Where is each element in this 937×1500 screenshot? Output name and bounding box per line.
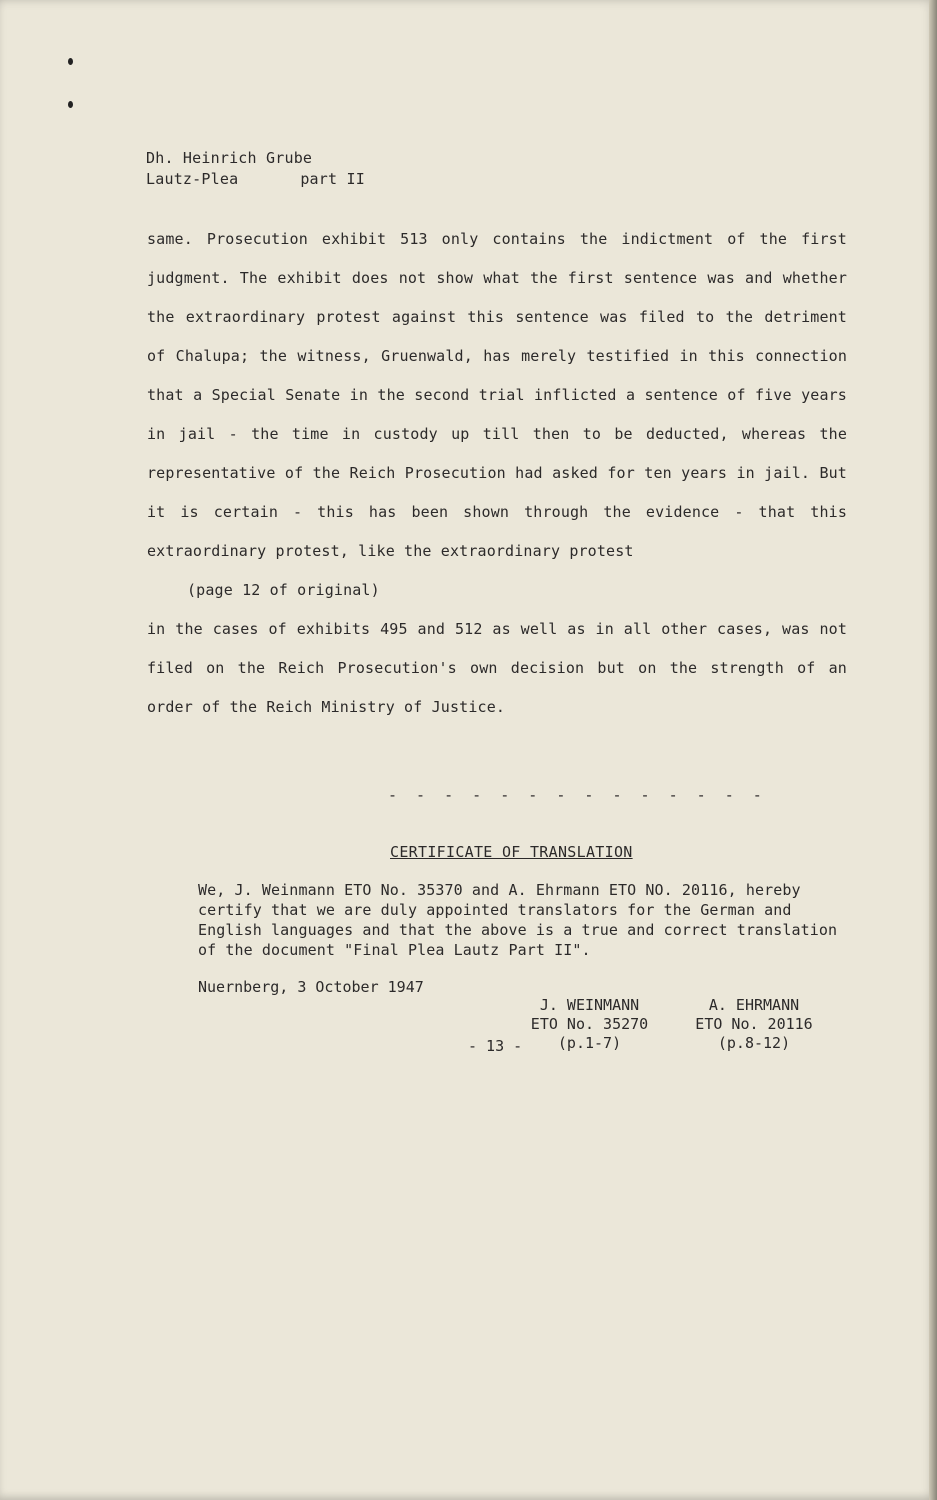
separator-line: - - - - - - - - - - - - - - bbox=[388, 786, 767, 804]
paragraph-2: in the cases of exhibits 495 and 512 as well as in all other cases, was not filed on the Reich Prosecution's own decision but on the strength of an order of the Reich Ministry of Justice. bbox=[147, 620, 847, 716]
page-number: - 13 - bbox=[468, 1037, 523, 1055]
signer-2-eto: ETO No. 20116 bbox=[695, 1015, 813, 1033]
header-doc-line bbox=[146, 169, 365, 190]
header-part: part II bbox=[300, 170, 365, 188]
signer-1-eto: ETO No. 35270 bbox=[530, 1015, 649, 1033]
document-header bbox=[146, 148, 365, 190]
signer-1-name: J. WEINMANN bbox=[539, 996, 640, 1014]
certificate-title: CERTIFICATE OF TRANSLATION bbox=[390, 843, 633, 861]
page-reference: (page 12 of original) bbox=[187, 581, 380, 599]
certificate-text: We, J. Weinmann ETO No. 35370 and A. Ehrmann ETO NO. 20116, hereby certify that we are duly appointed translators for the German and English languages and that the above is a true and correct translation of the document "Final Plea Lautz Part II". bbox=[198, 881, 838, 959]
signer-2-name: A. EHRMANN bbox=[708, 996, 800, 1014]
punch-hole-mark bbox=[68, 101, 73, 108]
signer-1-pages: (p.1-7) bbox=[557, 1034, 622, 1052]
signer-2-pages: (p.8-12) bbox=[717, 1034, 791, 1052]
paragraph-1: same. Prosecution exhibit 513 only contains the indictment of the first judgment. The exhibit does not show what the first sentence was and whether the extraordinary protest against this sentence was filed to the detriment of Chalupa; the witness, Gruenwald, has merely testified in this connection that a Special Senate in the second trial inflicted a sentence of five years in jail - the time in custody up till then to be deducted, whereas the representative of the Reich Prosecution had asked for ten years in jail. But it is certain - this has been shown through the evidence - that this extraordinary protest, like the extraordinary protest bbox=[147, 230, 847, 560]
punch-hole-mark bbox=[68, 58, 73, 65]
header-doc: Lautz-Plea bbox=[146, 170, 239, 188]
body-text bbox=[147, 220, 847, 727]
page-edge-shadow bbox=[929, 0, 937, 1500]
signature-block-2 bbox=[684, 996, 824, 1053]
header-name: Dh. Heinrich Grube bbox=[146, 149, 313, 167]
certificate-place-date: Nuernberg, 3 October 1947 bbox=[198, 978, 424, 996]
signature-block-1 bbox=[522, 996, 657, 1053]
